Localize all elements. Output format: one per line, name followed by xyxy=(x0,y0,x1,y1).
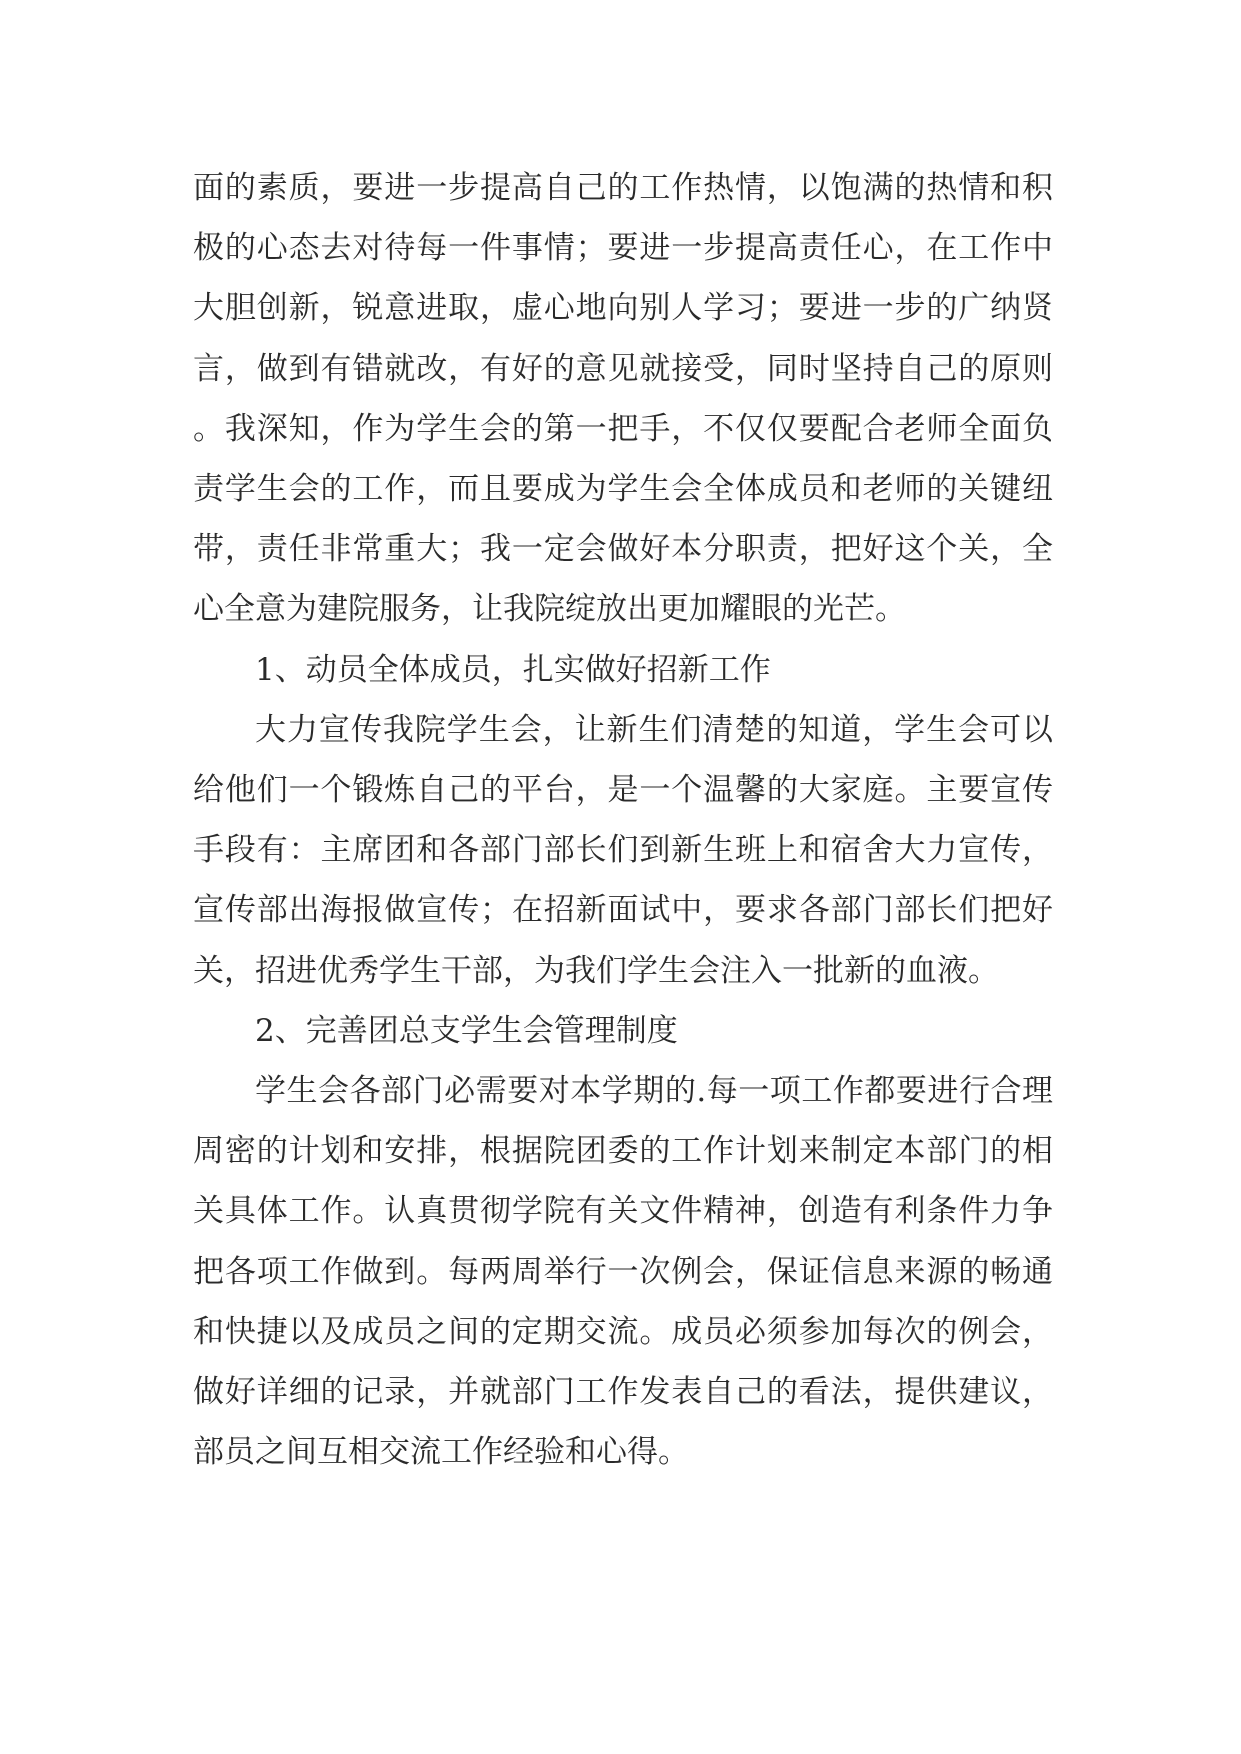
paragraph-management-system: 学生会各部门必需要对本学期的.每一项工作都要进行合理周密的计划和安排，根据院团委的工作计划来制定本部门的相关具体工作。认真贯彻学院有关文件精神，创造有利条件力争把各项工作做到。每两周举行一次例会，保证信息来源的畅通和快捷以及成员之间的定期交流。成员必须参加每次的例会，做好详细的记录，并就部门工作发表自己的看法，提供建议，部员之间互相交流工作经验和心得。 xyxy=(193,1073,1053,1471)
paragraph-student-council-duties: 面的素质，要进一步提高自己的工作热情，以饱满的热情和积极的心态去对待每一件事情；要进一步提高责任心，在工作中大胆创新，锐意进取，虚心地向别人学习；要进一步的广纳贤言，做到有错就改，有好的意见就接受，同时坚持自己的原则。我深知，作为学生会的第一把手，不仅仅要配合老师全面负责学生会的工作，而且要成为学生会全体成员和老师的关键纽带，责任非常重大；我一定会做好本分职责，把好这个关，全心全意为建院服务，让我院绽放出更加耀眼的光芒。 xyxy=(193,170,1053,628)
section-heading-recruitment: 1、动员全体成员，扎实做好招新工作 xyxy=(255,651,771,688)
paragraph-recruitment: 大力宣传我院学生会，让新生们清楚的知道，学生会可以给他们一个锻炼自己的平台，是一个温馨的大家庭。主要宣传手段有：主席团和各部门部长们到新生班上和宿舍大力宣传，宣传部出海报做宣传；在招新面试中，要求各部门部长们把好关，招进优秀学生干部，为我们学生会注入一批新的血液。 xyxy=(193,711,1053,989)
section-heading-management-system: 2、完善团总支学生会管理制度 xyxy=(255,1012,678,1049)
document-body xyxy=(193,158,1053,1482)
